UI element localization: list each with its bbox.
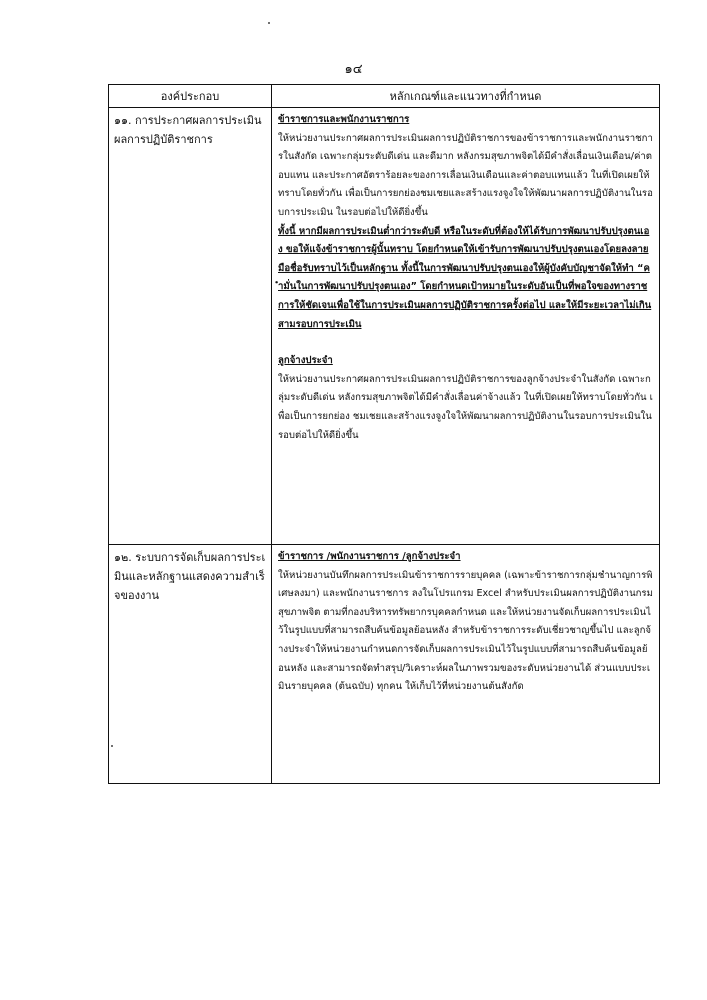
row-topic: ๑๑. การประกาศผลการประเมินผลการปฏิบัติราชการ: [109, 108, 272, 545]
row-criteria: [272, 108, 660, 545]
table-row: [109, 545, 660, 784]
section-emphasis: ทั้งนี้ หากมีผลการประเมินต่ำกว่าระดับดี หรือในระดับที่ต้องให้ได้รับการพัฒนาปรับปรุงตนเอง ขอให้แจ้งข้าราชการผู้นั้นทราบ โดยกำหนดให้เข้ารับการพัฒนาปรับปรุงตนเองโดยลงลายมือชื่อรับทราบไว้เป็นหลักฐาน ทั้งนี้ในการพัฒนาปรับปรุงตนเองให้ผู้บังคับบัญชาจัดให้ทำ “คำมั่นในการพัฒนาปรับปรุงตนเอง” โดยกำหนดเป้าหมายในระดับอันเป็นที่พอใจของทางราชการให้ชัดเจนเพื่อใช้ในการประเมินผลการปฏิบัติราชการครั้งต่อไป และให้มีระยะเวลาไม่เกินสามรอบการประเมิน: [278, 225, 652, 330]
row-topic: ๑๒. ระบบการจัดเก็บผลการประเมินและหลักฐานแสดงความสำเร็จของงาน: [109, 545, 272, 784]
scan-speck: [111, 745, 113, 747]
page-number: ๑๔: [344, 62, 363, 77]
table-row: [109, 108, 660, 545]
section-body: ให้หน่วยงานประกาศผลการประเมินผลการปฏิบัติราชการของลูกจ้างประจำในสังกัด เฉพาะกลุ่มระดับดีเด่น หลังกรมสุขภาพจิตได้มีคำสั่งเลื่อนค่าจ้างแล้ว ในที่เปิดเผยให้ทราบโดยทั่วกัน เพื่อเป็นการยกย่อง ชมเชยและสร้างแรงจูงใจให้พัฒนาผลการปฏิบัติงานในรอบการประเมินในรอบต่อไปให้ดียิ่งขึ้น: [278, 373, 653, 441]
header-criteria: หลักเกณฑ์และแนวทางที่กำหนด: [272, 85, 660, 108]
header-component: องค์ประกอบ: [109, 85, 272, 108]
section-gap: [278, 334, 653, 352]
section-heading: ข้าราชการและพนักงานราชการ: [278, 114, 410, 125]
section-body: ให้หน่วยงานประกาศผลการประเมินผลการปฏิบัติราชการของข้าราชการและพนักงานราชการในสังกัด เฉพาะกลุ่มระดับดีเด่น และดีมาก หลังกรมสุขภาพจิตได้มีคำสั่งเลื่อนเงินเดือน/ค่าตอบแทน และประกาศอัตราร้อยละของการเลื่อนเงินเดือนและค่าตอบแทนแล้ว ในที่เปิดเผยให้ทราบโดยทั่วกัน เพื่อเป็นการยกย่องชมเชยและสร้างแรงจูงใจให้พัฒนาผลการปฏิบัติงานในรอบการประเมิน ในรอบต่อไปให้ดียิ่งขึ้น: [278, 132, 653, 218]
table-header-row: [109, 85, 660, 108]
section-heading: ข้าราชการ /พนักงานราชการ /ลูกจ้างประจำ: [278, 551, 461, 562]
scan-speck: [268, 22, 270, 24]
section-body: ให้หน่วยงานบันทึกผลการประเมินข้าราชการรายบุคคล (เฉพาะข้าราชการกลุ่มชำนาญการพิเศษลงมา) และพนักงานราชการ ลงในโปรแกรม Excel สำหรับประเมินผลการปฏิบัติงานกรมสุขภาพจิต ตามที่กองบริหารทรัพยากรบุคคลกำหนด และให้หน่วยงานจัดเก็บผลการประเมินไว้ในรูปแบบที่สามารถสืบค้นข้อมูลย้อนหลัง สำหรับข้าราชการระดับเชี่ยวชาญขึ้นไป และลูกจ้างประจำให้หน่วยงานกำหนดการจัดเก็บผลการประเมินไว้ในรูปแบบที่สามารถสืบค้นข้อมูลย้อนหลัง และสามารถจัดทำสรุป/วิเคราะห์ผลในภาพรวมของระดับหน่วยงานได้ ส่วนแบบประเมินรายบุคคล (ต้นฉบับ) ทุกคน ให้เก็บไว้ที่หน่วยงานต้นสังกัด: [278, 569, 653, 693]
section-heading: ลูกจ้างประจำ: [278, 355, 333, 367]
row-criteria: [272, 545, 660, 784]
criteria-table: [108, 84, 660, 784]
